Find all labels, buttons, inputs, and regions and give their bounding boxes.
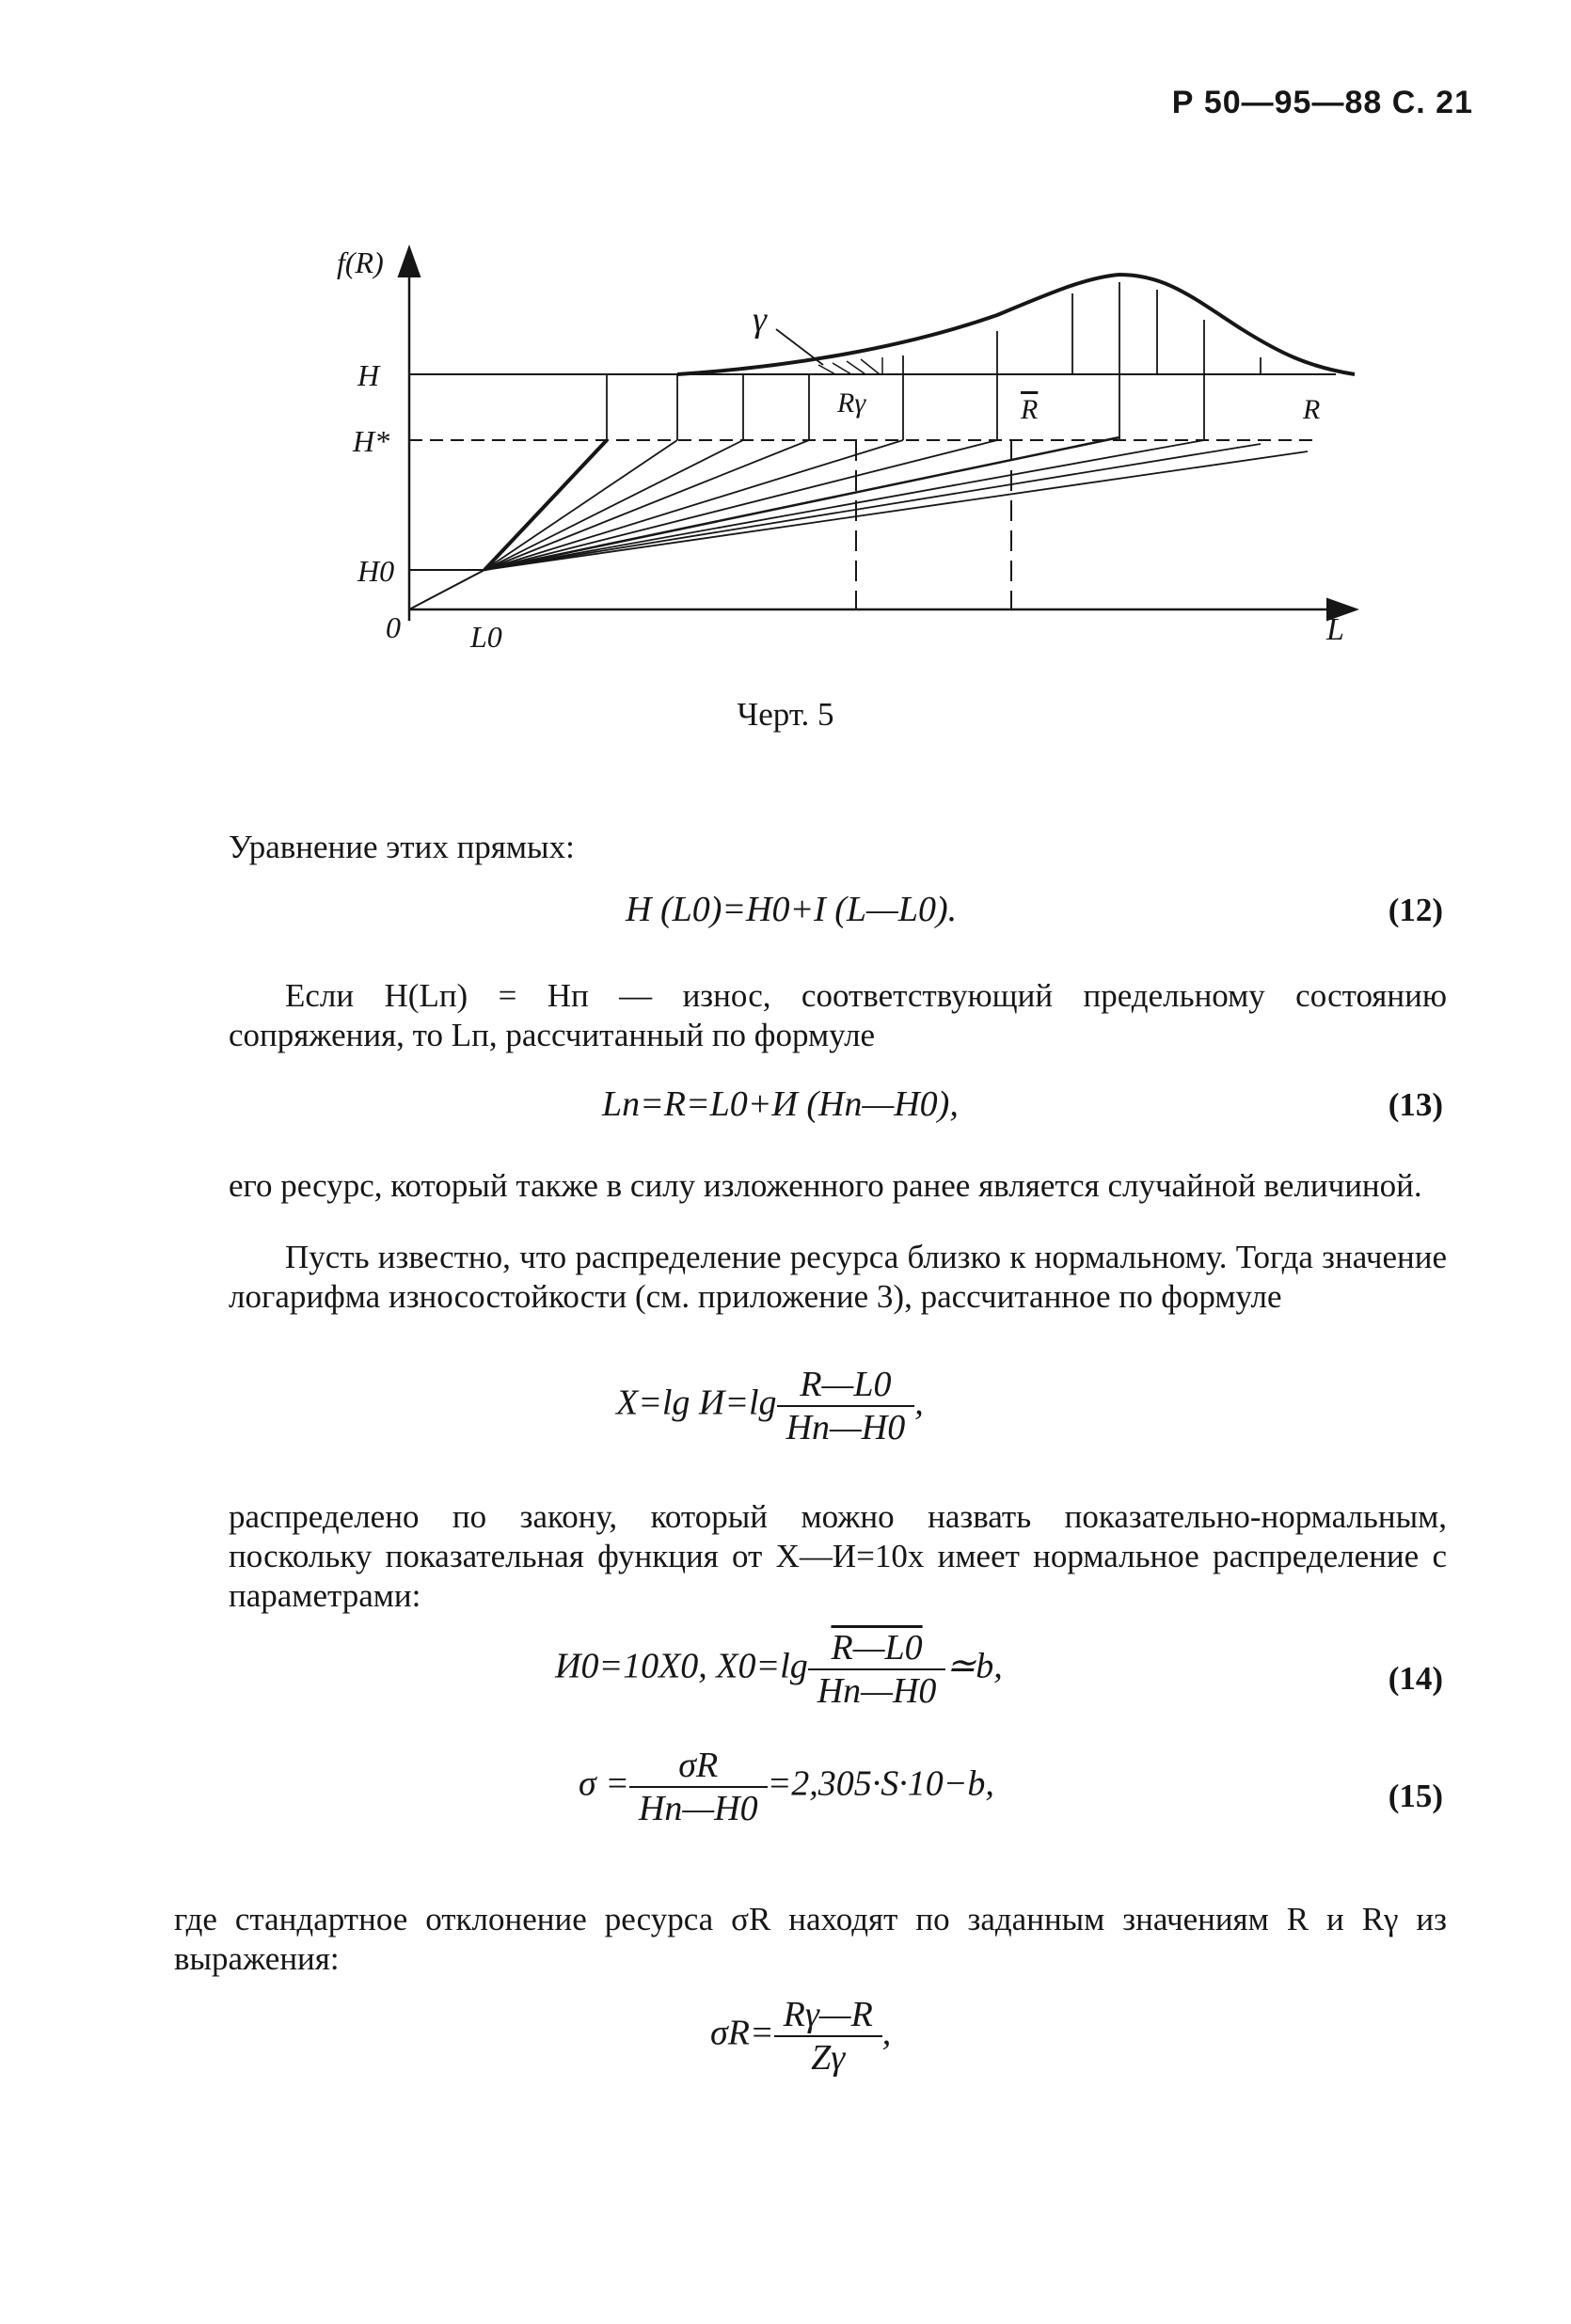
paragraph-4: Пусть известно, что распределение ресурса близко к нормальному. Тогда значение логарифма износостойкости (см. приложение 3), рассчитанное по формуле [229,1239,1447,1315]
equation-x-fraction [777,1364,915,1448]
equation-sigma-numerator: Rγ—R [774,1994,882,2037]
equation-15-numerator: σR [629,1745,768,1788]
equation-14-tail: ≃b, [945,1646,1003,1686]
equation-sigma-left: σR= [710,2013,774,2053]
paragraph-1: Уравнение этих прямых: [229,829,575,865]
equation-13-number: (13) [1388,1086,1443,1123]
equation-14-left: И0=10X0, X0=lg [555,1646,808,1686]
equation-15-tail: =2,305·S·10−b, [767,1763,994,1804]
label-l0: L0 [470,620,502,654]
equation-sigma-fraction [774,1994,882,2079]
equation-14-fraction [808,1627,946,1712]
axis-x-label: L [1326,612,1344,647]
paragraph-5: распределено по закону, который можно назвать показательно-нормальным, поскольку показательная функция от X—И=10x имеет нормальное распределение с параметрами: [229,1498,1447,1614]
equation-sigma-denominator: Zγ [811,2038,846,2078]
equation-x-left: X=lg И=lg [616,1383,777,1423]
equation-15 [579,1745,994,1829]
equation-14 [555,1627,1003,1712]
label-gamma: γ [753,300,767,340]
label-h0: H0 [357,554,395,588]
equation-14-denominator: Hп—H0 [817,1671,937,1711]
paragraph-2: Если H(Lп) = Hп — износ, соответствующий предельному состоянию сопряжения, то Lп, рассчитанный по формуле [229,977,1447,1053]
equation-x-numerator: R—L0 [777,1364,915,1407]
paragraph-3: его ресурс, который также в силу изложенного ранее является случайной величиной. [229,1167,1422,1204]
label-rgamma: Rγ [837,387,866,419]
hatch-verticals [607,282,1261,440]
label-r: R [1303,394,1321,425]
label-rbar: R [1021,394,1039,425]
equation-x-tail: , [914,1383,924,1423]
equation-12-number: (12) [1388,892,1443,928]
label-origin: 0 [386,610,401,644]
equation-15-fraction [629,1745,768,1829]
label-h: H [357,358,380,392]
equation-14-number: (14) [1388,1660,1443,1697]
wear-lines [484,437,1308,570]
paragraph-6: где стандартное отклонение ресурса σR находят по заданным значениям R и Rγ из выражения: [174,1901,1447,1977]
equation-sigma-r [710,1994,891,2079]
label-hstar: H* [353,424,390,458]
page-header: Р 50—95—88 С. 21 [1171,85,1473,120]
equation-x [616,1364,924,1448]
equation-14-numerator: R—L0 [808,1627,946,1670]
equation-x-denominator: Hп—H0 [786,1408,906,1447]
wear-diagram [320,226,1383,668]
origin-line [409,570,484,609]
equation-12: H (L0)=H0+I (L—L0). [626,890,958,929]
equation-15-left: σ = [579,1763,629,1804]
axis-y-label: f(R) [337,245,384,279]
density-curve [677,275,1355,374]
equation-15-denominator: Hп—H0 [638,1789,758,1828]
equation-sigma-tail: , [881,2013,892,2053]
equation-13: Lп=R=L0+И (Hп—H0), [602,1084,959,1124]
equation-15-number: (15) [1388,1778,1443,1814]
figure-caption: Черт. 5 [737,696,834,733]
gamma-pointer [776,329,823,365]
gamma-hatch [818,357,882,374]
